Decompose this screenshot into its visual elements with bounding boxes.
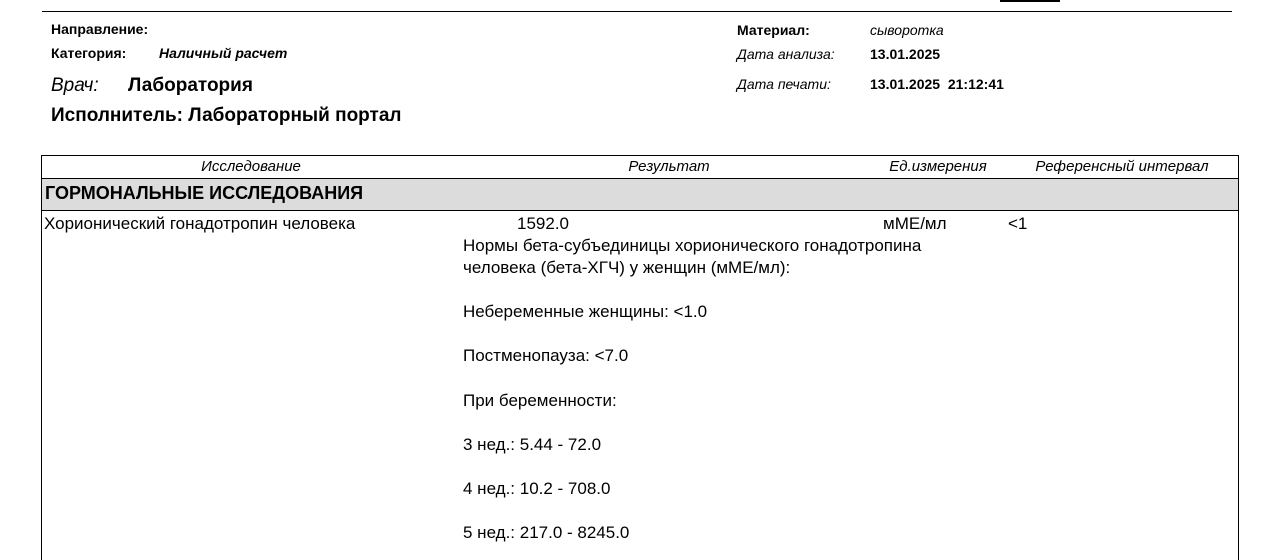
- note-week-3: 3 нед.: 5.44 - 72.0: [463, 435, 602, 454]
- header-rule: [42, 11, 1232, 12]
- column-header-test: Исследование: [201, 158, 301, 175]
- top-edge-mark: [1000, 0, 1060, 2]
- results-table: [41, 155, 1239, 560]
- test-name: Хорионический гонадотропин человека: [44, 214, 356, 233]
- analysis-date-value: 13.01.2025: [870, 46, 941, 62]
- test-unit: мМЕ/мл: [883, 214, 947, 233]
- column-header-reference: Референсный интервал: [1035, 158, 1209, 175]
- note-week-4: 4 нед.: 10.2 - 708.0: [463, 479, 611, 498]
- material-value: сыворотка: [870, 22, 944, 38]
- column-header-unit: Ед.измерения: [889, 158, 987, 175]
- note-line-2: человека (бета-ХГЧ) у женщин (мМЕ/мл):: [463, 258, 791, 277]
- test-result: 1592.0: [517, 214, 569, 233]
- category-value: Наличный расчет: [159, 45, 288, 61]
- print-date-label: Дата печати:: [737, 76, 831, 92]
- category-label: Категория:: [51, 45, 127, 61]
- section-title: ГОРМОНАЛЬНЫЕ ИССЛЕДОВАНИЯ: [45, 183, 364, 203]
- section-header: [42, 179, 1238, 211]
- note-line-1: Нормы бета-субъединицы хорионического гонадотропина: [463, 236, 922, 255]
- doctor-value: Лаборатория: [128, 75, 253, 96]
- note-postmenopause: Постменопауза: <7.0: [463, 346, 629, 365]
- note-week-5: 5 нед.: 217.0 - 8245.0: [463, 523, 630, 542]
- print-date-value: 13.01.2025 21:12:41: [870, 76, 1004, 92]
- test-reference: <1: [1008, 214, 1028, 233]
- note-nonpregnant: Небеременные женщины: <1.0: [463, 302, 708, 321]
- analysis-date-label: Дата анализа:: [737, 46, 835, 62]
- executor-line: Исполнитель: Лабораторный портал: [51, 105, 402, 126]
- doctor-label: Врач:: [51, 75, 99, 96]
- direction-label: Направление:: [51, 21, 149, 37]
- note-pregnancy: При беременности:: [463, 391, 617, 410]
- column-header-result: Результат: [628, 158, 710, 175]
- material-label: Материал:: [737, 22, 810, 38]
